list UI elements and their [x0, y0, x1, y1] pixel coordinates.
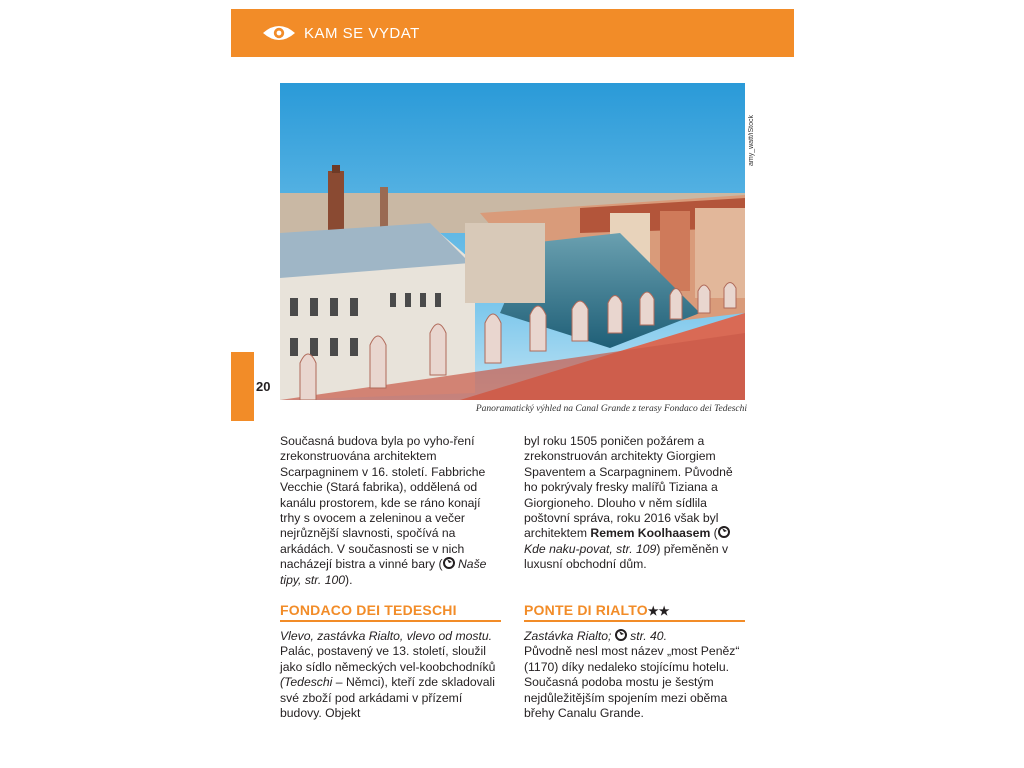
intro-part2: ). [345, 572, 353, 587]
rating-stars: ★★ [647, 604, 670, 618]
fondaco-text1: Palác, postavený ve 13. století, sloužil jako sídlo německých vel-koobchodníků [280, 644, 496, 674]
venice-photo [280, 83, 745, 400]
architect-name: Remem Koolhaasem [590, 526, 711, 541]
arrow-icon [718, 526, 730, 538]
fondaco-title: FONDACO DEI TEDESCHI [280, 602, 457, 618]
rialto-location: Zastávka Rialto; [524, 629, 612, 643]
col2-reference: Kde naku-povat, str. 109 [524, 541, 657, 556]
section-header [231, 9, 794, 57]
rialto-title: PONTE DI RIALTO [524, 602, 648, 618]
intro-reference: Naše tipy, str. 100 [280, 557, 487, 587]
rialto-heading [524, 602, 745, 622]
fondaco-italic: (Tedeschi [280, 675, 333, 690]
col2-paren: ( [710, 526, 718, 541]
col2-text2: ) přeměněn v luxusní obchodní dům. [524, 541, 729, 572]
intro-part1: Současná budova byla po vyho-ření zrekonstruována architektem Scarpagninem v 16. století. Fabbriche Vecchie (Stará fabrika), oddělená od kanálu prostorem, kde se ráno konají trhy s ovocem a zeleninou a večer nejrůznější slavnosti, spočívá na arkádách. V současnosti se v nich nacházejí bistra a vinné bary ( [280, 434, 486, 572]
fondaco-continued-text [524, 434, 746, 573]
rialto-description: Původně nesl most název „most Peněz“ (1170) díky nedaleko stojícímu hotelu. Současná podoba mostu je šestým nejdůležitějším spojením mezi oběma břehy Canalu Grande. [524, 644, 740, 721]
page-number: 20 [256, 379, 271, 394]
col2-text1: byl roku 1505 poničen požárem a zrekonstruován architekty Giorgiem Spaventem a Scarpagninem. Původně ho pokrývaly fresky malířů Tiziana a Giorgioneho. Dlouho v něm sídlila poštovní správa, roku 2016 však byl architektem [524, 434, 733, 541]
fondaco-text2: – Němci), kteří zde skladovali své zboží pod arkádami v přízemí budovy. Objekt [280, 675, 495, 721]
fondaco-heading [280, 602, 501, 622]
photo-credit: amy_watt/iStock [748, 115, 755, 166]
fondaco-location: Vlevo, zastávka Rialto, vlevo od mostu. [280, 629, 493, 643]
page-tab [231, 352, 254, 421]
fondaco-text [280, 629, 502, 721]
rialto-text [524, 629, 746, 721]
rialto-reference: str. 40. [630, 629, 667, 643]
arrow-icon [443, 557, 455, 569]
arrow-icon [615, 629, 627, 641]
intro-text [280, 434, 502, 588]
section-title: KAM SE VYDAT [304, 24, 420, 42]
eye-icon [262, 23, 296, 43]
photo-caption: Panoramatický výhled na Canal Grande z terasy Fondaco dei Tedeschi [475, 404, 747, 414]
